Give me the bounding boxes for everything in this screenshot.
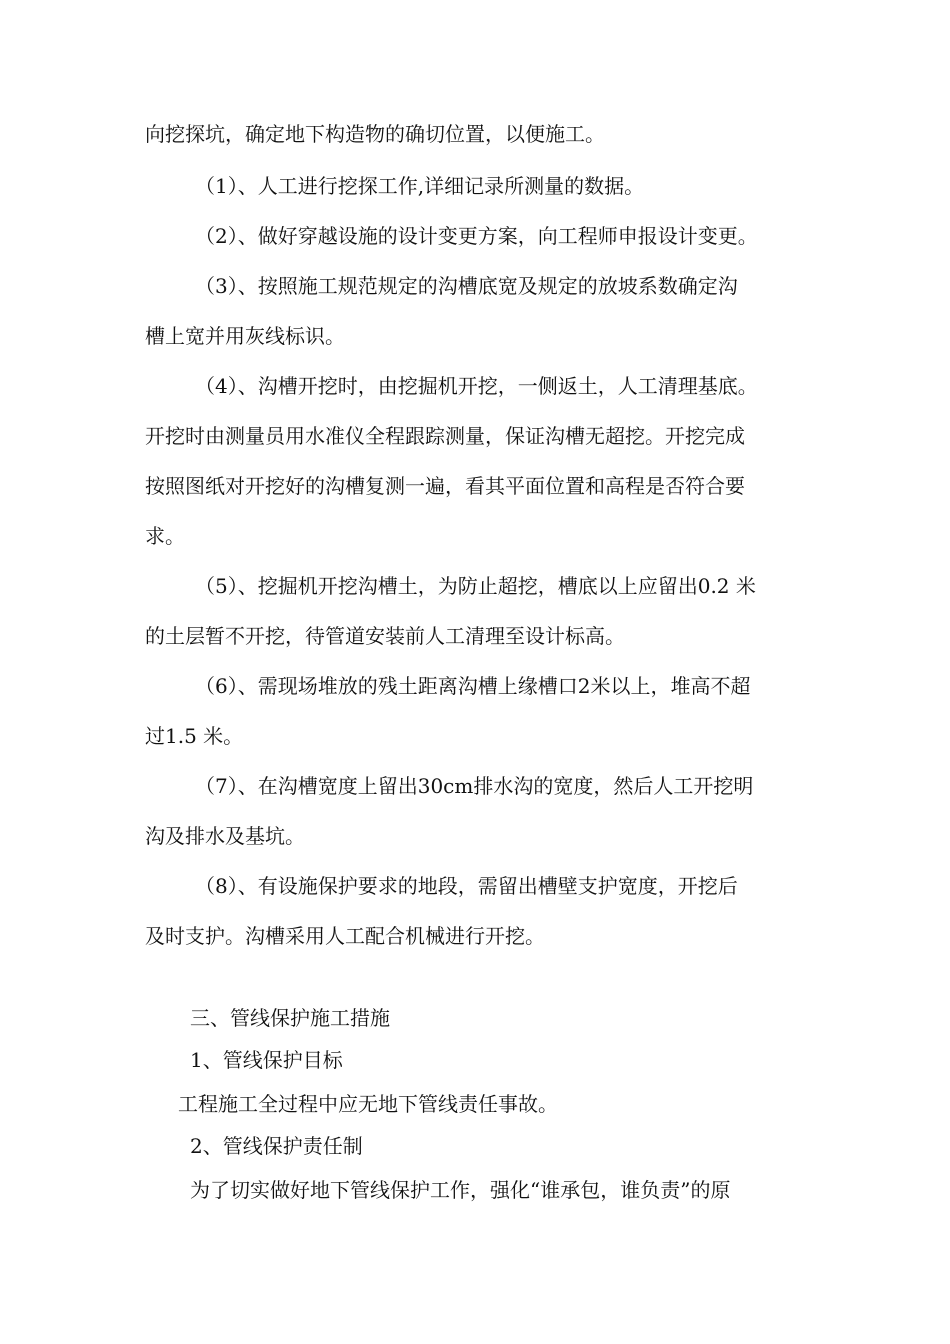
list-item-7-cont: 沟及排水及基坑。 <box>145 824 305 848</box>
list-item-4-cont: 求。 <box>145 524 185 548</box>
section-heading: 三、管线保护施工措施 <box>190 1006 390 1030</box>
list-item-8-cont: 及时支护。沟槽采用人工配合机械进行开挖。 <box>145 924 545 948</box>
subsection-heading-1: 1、管线保护目标 <box>190 1048 343 1072</box>
list-item-4-cont: 开挖时由测量员用水准仪全程跟踪测量，保证沟槽无超挖。开挖完成 <box>145 424 745 448</box>
list-item-7: （7）、在沟槽宽度上留出30cm排水沟的宽度，然后人工开挖明 <box>195 774 754 798</box>
list-item-6: （6）、需现场堆放的残土距离沟槽上缘槽口2米以上，堆高不超 <box>195 674 751 698</box>
list-item-4-cont: 按照图纸对开挖好的沟槽复测一遍，看其平面位置和高程是否符合要 <box>145 474 745 498</box>
subsection-heading-2: 2、管线保护责任制 <box>190 1134 363 1158</box>
list-item-2: （2）、做好穿越设施的设计变更方案，向工程师申报设计变更。 <box>195 224 758 248</box>
list-item-3-cont: 槽上宽并用灰线标识。 <box>145 324 345 348</box>
subsection-body-2: 为了切实做好地下管线保护工作，强化“谁承包，谁负责”的原 <box>190 1178 731 1202</box>
list-item-5: （5）、挖掘机开挖沟槽土，为防止超挖，槽底以上应留出0.2 米 <box>195 574 756 598</box>
list-item-5-cont: 的土层暂不开挖，待管道安装前人工清理至设计标高。 <box>145 624 625 648</box>
list-item-8: （8）、有设施保护要求的地段，需留出槽壁支护宽度，开挖后 <box>195 874 738 898</box>
paragraph-line: 向挖探坑，确定地下构造物的确切位置，以便施工。 <box>145 122 605 146</box>
list-item-4: （4）、沟槽开挖时，由挖掘机开挖，一侧返土，人工清理基底。 <box>195 374 758 398</box>
list-item-1: （1）、人工进行挖探工作,详细记录所测量的数据。 <box>195 174 645 198</box>
subsection-body-1: 工程施工全过程中应无地下管线责任事故。 <box>178 1092 558 1116</box>
list-item-3: （3）、按照施工规范规定的沟槽底宽及规定的放坡系数确定沟 <box>195 274 738 298</box>
list-item-6-cont: 过1.5 米。 <box>145 724 244 748</box>
